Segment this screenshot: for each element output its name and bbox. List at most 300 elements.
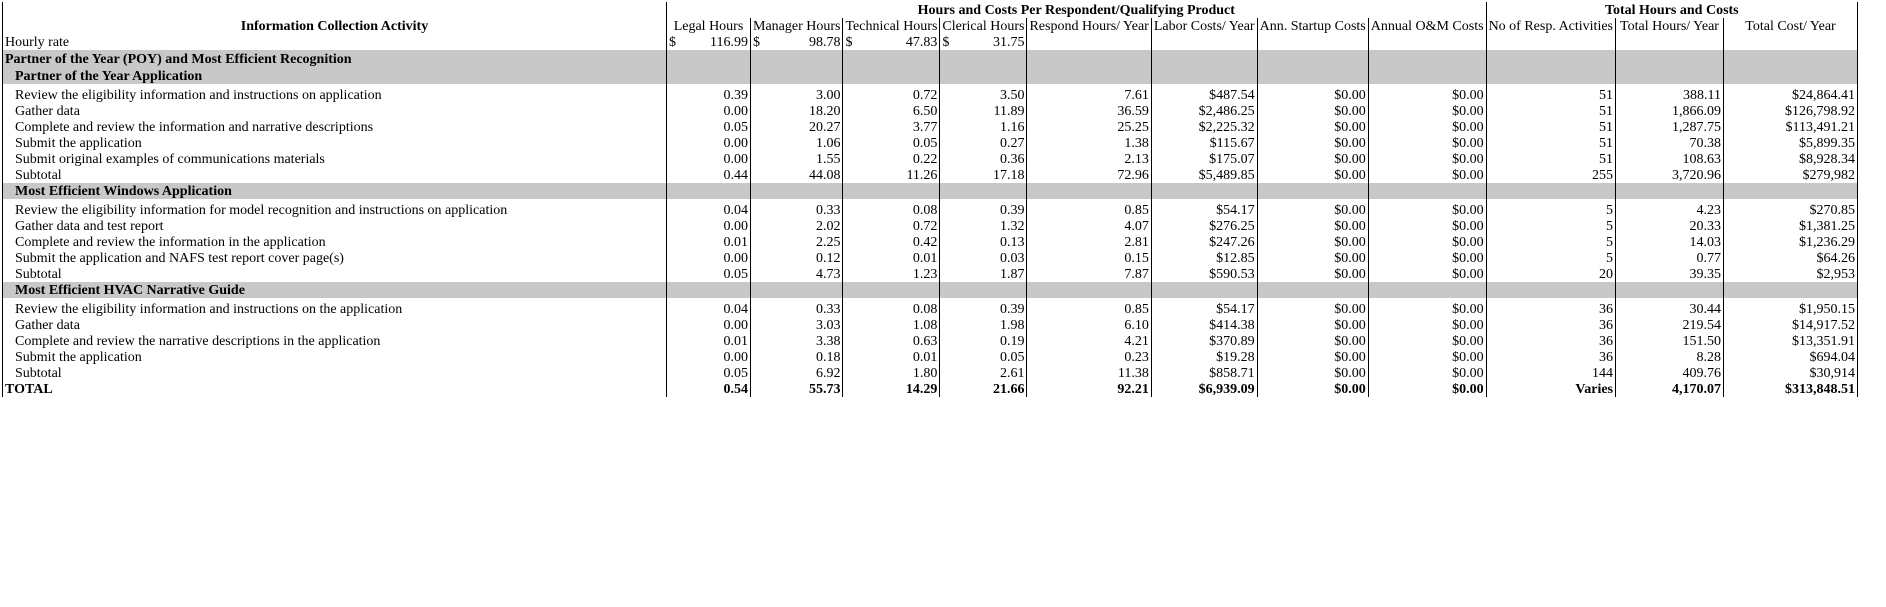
value-cell: $0.00 (1368, 151, 1486, 167)
value-cell: 3.03 (751, 317, 843, 333)
header-total-cost: Total Cost/ Year (1724, 18, 1858, 34)
value-cell: $0.00 (1368, 103, 1486, 119)
value-cell: 1.32 (940, 218, 1027, 234)
value-cell: $0.00 (1368, 333, 1486, 349)
value-cell: 20.33 (1616, 218, 1724, 234)
value-cell: 0.72 (843, 218, 940, 234)
value-cell: 0.36 (940, 151, 1027, 167)
value-cell: 3.38 (751, 333, 843, 349)
header-startup-costs: Ann. Startup Costs (1257, 18, 1368, 34)
value-cell: $13,351.91 (1724, 333, 1858, 349)
value-cell: $0.00 (1257, 218, 1368, 234)
value-cell: $0.00 (1368, 135, 1486, 151)
value-cell: $113,491.21 (1724, 119, 1858, 135)
row-label: Gather data (3, 317, 667, 333)
value-cell: 219.54 (1616, 317, 1724, 333)
header-om-costs: Annual O&M Costs (1368, 18, 1486, 34)
header-totals: Total Hours and Costs (1486, 2, 1857, 18)
band-cell (1151, 50, 1257, 68)
value-cell: 2.13 (1027, 151, 1151, 167)
band-cell (1368, 50, 1486, 68)
band-cell (1616, 183, 1724, 199)
value-cell: 0.01 (843, 250, 940, 266)
band-cell (1257, 50, 1368, 68)
hourly-rate-row (3, 34, 1858, 50)
value-cell: 39.35 (1616, 266, 1724, 282)
value-cell: 0.39 (940, 202, 1027, 218)
value-cell: 0.05 (843, 135, 940, 151)
value-cell: $0.00 (1257, 103, 1368, 119)
value-cell: 0.00 (667, 218, 751, 234)
value-cell: $276.25 (1151, 218, 1257, 234)
value-cell: $0.00 (1368, 301, 1486, 317)
value-cell: $5,899.35 (1724, 135, 1858, 151)
value-cell: $270.85 (1724, 202, 1858, 218)
value-cell: $0.00 (1368, 266, 1486, 282)
group-title: Partner of the Year Application (3, 68, 667, 84)
value-cell: 0.39 (940, 301, 1027, 317)
header-legal-hours: Legal Hours (667, 18, 751, 34)
value-cell: 0.05 (667, 119, 751, 135)
value-cell: 0.54 (667, 381, 751, 397)
value-cell: 0.05 (940, 349, 1027, 365)
band-cell (667, 282, 751, 298)
value-cell: $0.00 (1257, 333, 1368, 349)
value-cell: 0.18 (751, 349, 843, 365)
value-cell: 0.08 (843, 202, 940, 218)
row-label: Complete and review the information and narrative descriptions (3, 119, 667, 135)
value-cell: $1,950.15 (1724, 301, 1858, 317)
table-row (3, 333, 1858, 349)
value-cell: 0.39 (667, 87, 751, 103)
value-cell: 4.73 (751, 266, 843, 282)
value-cell: $0.00 (1368, 167, 1486, 183)
value-cell: $0.00 (1257, 381, 1368, 397)
value-cell: $126,798.92 (1724, 103, 1858, 119)
value-cell: 11.38 (1027, 365, 1151, 381)
value-cell: 3.50 (940, 87, 1027, 103)
table-row (3, 87, 1858, 103)
value-cell: 0.85 (1027, 301, 1151, 317)
band-cell (1616, 50, 1724, 68)
row-label: Subtotal (3, 167, 667, 183)
band-cell (751, 68, 843, 84)
value-cell: 0.23 (1027, 349, 1151, 365)
value-cell: 11.89 (940, 103, 1027, 119)
empty-cell (1257, 34, 1368, 50)
header-blank-cell (3, 2, 667, 18)
band-cell (843, 50, 940, 68)
value-cell: $0.00 (1257, 317, 1368, 333)
value-cell: $64.26 (1724, 250, 1858, 266)
value-cell: 3.77 (843, 119, 940, 135)
band-cell (1368, 282, 1486, 298)
empty-cell (1616, 34, 1724, 50)
value-cell: $1,236.29 (1724, 234, 1858, 250)
value-cell: 1.16 (940, 119, 1027, 135)
value-cell: Varies (1486, 381, 1615, 397)
band-cell (940, 68, 1027, 84)
value-cell: $247.26 (1151, 234, 1257, 250)
value-cell: 2.81 (1027, 234, 1151, 250)
value-cell: 144 (1486, 365, 1615, 381)
value-cell: $858.71 (1151, 365, 1257, 381)
group-title-row (3, 183, 1858, 199)
value-cell: $2,225.32 (1151, 119, 1257, 135)
value-cell: $12.85 (1151, 250, 1257, 266)
value-cell: 20 (1486, 266, 1615, 282)
band-cell (1257, 68, 1368, 84)
band-cell (1151, 68, 1257, 84)
row-label: Subtotal (3, 266, 667, 282)
value-cell: 0.05 (667, 266, 751, 282)
band-cell (1257, 183, 1368, 199)
empty-cell (1368, 34, 1486, 50)
subtotal-row (3, 365, 1858, 381)
value-cell: 2.25 (751, 234, 843, 250)
value-cell: 14.29 (843, 381, 940, 397)
value-cell: 2.02 (751, 218, 843, 234)
value-cell: 0.04 (667, 301, 751, 317)
row-label: Complete and review the narrative descriptions in the application (3, 333, 667, 349)
value-cell: 51 (1486, 119, 1615, 135)
band-cell (1027, 183, 1151, 199)
row-label: Review the eligibility information and instructions on the application (3, 301, 667, 317)
empty-cell (1486, 34, 1615, 50)
table-row (3, 234, 1858, 250)
value-cell: 5 (1486, 234, 1615, 250)
manager-rate: 98.78 (808, 34, 841, 50)
value-cell: $175.07 (1151, 151, 1257, 167)
row-label: Gather data and test report (3, 218, 667, 234)
value-cell: 0.13 (940, 234, 1027, 250)
row-label: TOTAL (3, 381, 667, 397)
band-cell (1616, 68, 1724, 84)
currency-symbol: $ (942, 34, 950, 50)
table-row (3, 103, 1858, 119)
band-cell (1027, 282, 1151, 298)
row-label: Subtotal (3, 365, 667, 381)
value-cell: 0.42 (843, 234, 940, 250)
value-cell: 72.96 (1027, 167, 1151, 183)
value-cell: $0.00 (1257, 250, 1368, 266)
table-row (3, 202, 1858, 218)
value-cell: 0.19 (940, 333, 1027, 349)
value-cell: 0.00 (667, 151, 751, 167)
value-cell: 409.76 (1616, 365, 1724, 381)
value-cell: $0.00 (1257, 135, 1368, 151)
value-cell: $487.54 (1151, 87, 1257, 103)
value-cell: 17.18 (940, 167, 1027, 183)
value-cell: 1.06 (751, 135, 843, 151)
row-label: Review the eligibility information and instructions on application (3, 87, 667, 103)
value-cell: 1,287.75 (1616, 119, 1724, 135)
row-label: Submit original examples of communications materials (3, 151, 667, 167)
empty-cell (1724, 34, 1858, 50)
value-cell: 3,720.96 (1616, 167, 1724, 183)
value-cell: 1.38 (1027, 135, 1151, 151)
value-cell: 388.11 (1616, 87, 1724, 103)
band-cell (1616, 282, 1724, 298)
value-cell: $0.00 (1368, 250, 1486, 266)
value-cell: $0.00 (1368, 218, 1486, 234)
row-label: Review the eligibility information for model recognition and instructions on application (3, 202, 667, 218)
header-respond-hours: Respond Hours/ Year (1027, 18, 1151, 34)
table-row (3, 218, 1858, 234)
value-cell: $0.00 (1368, 119, 1486, 135)
value-cell: 4.07 (1027, 218, 1151, 234)
group-title-row (3, 68, 1858, 84)
band-cell (751, 183, 843, 199)
value-cell: $2,953 (1724, 266, 1858, 282)
table-row (3, 250, 1858, 266)
value-cell: 7.87 (1027, 266, 1151, 282)
group-title: Most Efficient HVAC Narrative Guide (3, 282, 667, 298)
value-cell: 36 (1486, 349, 1615, 365)
value-cell: $0.00 (1257, 365, 1368, 381)
currency-symbol: $ (669, 34, 676, 50)
table-row (3, 151, 1858, 167)
value-cell: 0.00 (667, 250, 751, 266)
header-group-row (3, 2, 1858, 18)
value-cell: $14,917.52 (1724, 317, 1858, 333)
header-clerical-hours: Clerical Hours (940, 18, 1027, 34)
value-cell: $279,982 (1724, 167, 1858, 183)
value-cell: 1.98 (940, 317, 1027, 333)
band-cell (1257, 282, 1368, 298)
value-cell: $370.89 (1151, 333, 1257, 349)
value-cell: 0.85 (1027, 202, 1151, 218)
value-cell: 5 (1486, 250, 1615, 266)
value-cell: $590.53 (1151, 266, 1257, 282)
band-cell (667, 183, 751, 199)
value-cell: $0.00 (1368, 317, 1486, 333)
value-cell: $0.00 (1368, 365, 1486, 381)
row-label: Submit the application (3, 349, 667, 365)
value-cell: $0.00 (1257, 167, 1368, 183)
value-cell: $0.00 (1257, 301, 1368, 317)
header-activity: Information Collection Activity (3, 18, 667, 34)
value-cell: 6.50 (843, 103, 940, 119)
currency-symbol: $ (845, 34, 853, 50)
value-cell: 255 (1486, 167, 1615, 183)
value-cell: 0.00 (667, 349, 751, 365)
band-cell (667, 68, 751, 84)
value-cell: $0.00 (1368, 234, 1486, 250)
value-cell: $30,914 (1724, 365, 1858, 381)
value-cell: 8.28 (1616, 349, 1724, 365)
value-cell: 4.21 (1027, 333, 1151, 349)
band-cell (667, 50, 751, 68)
value-cell: 0.01 (843, 349, 940, 365)
manager-rate-cell (751, 34, 843, 50)
value-cell: 0.77 (1616, 250, 1724, 266)
value-cell: 1.55 (751, 151, 843, 167)
value-cell: $54.17 (1151, 301, 1257, 317)
value-cell: 7.61 (1027, 87, 1151, 103)
value-cell: $0.00 (1257, 151, 1368, 167)
value-cell: $0.00 (1257, 202, 1368, 218)
value-cell: 0.01 (667, 333, 751, 349)
header-columns-row (3, 18, 1858, 34)
header-technical-hours: Technical Hours (843, 18, 940, 34)
value-cell: 1.87 (940, 266, 1027, 282)
value-cell: $115.67 (1151, 135, 1257, 151)
value-cell: 2.61 (940, 365, 1027, 381)
value-cell: 92.21 (1027, 381, 1151, 397)
band-cell (1486, 68, 1615, 84)
row-label: Complete and review the information in the application (3, 234, 667, 250)
band-cell (1368, 183, 1486, 199)
value-cell: 21.66 (940, 381, 1027, 397)
value-cell: 20.27 (751, 119, 843, 135)
value-cell: 0.01 (667, 234, 751, 250)
total-row (3, 381, 1858, 397)
value-cell: $0.00 (1257, 119, 1368, 135)
band-cell (1724, 50, 1858, 68)
band-cell (940, 50, 1027, 68)
value-cell: 108.63 (1616, 151, 1724, 167)
value-cell: 30.44 (1616, 301, 1724, 317)
value-cell: 0.12 (751, 250, 843, 266)
value-cell: $24,864.41 (1724, 87, 1858, 103)
value-cell: 0.00 (667, 317, 751, 333)
value-cell: $0.00 (1257, 349, 1368, 365)
subtotal-row (3, 266, 1858, 282)
value-cell: 0.05 (667, 365, 751, 381)
value-cell: 3.00 (751, 87, 843, 103)
value-cell: 18.20 (751, 103, 843, 119)
value-cell: $0.00 (1368, 87, 1486, 103)
table-row (3, 135, 1858, 151)
value-cell: 6.10 (1027, 317, 1151, 333)
row-label: Submit the application (3, 135, 667, 151)
legal-rate-cell (667, 34, 751, 50)
value-cell: $8,928.34 (1724, 151, 1858, 167)
value-cell: 11.26 (843, 167, 940, 183)
table-row (3, 119, 1858, 135)
subtotal-row (3, 167, 1858, 183)
value-cell: $54.17 (1151, 202, 1257, 218)
value-cell: 4,170.07 (1616, 381, 1724, 397)
value-cell: $0.00 (1257, 266, 1368, 282)
value-cell: 51 (1486, 151, 1615, 167)
currency-symbol: $ (753, 34, 760, 50)
value-cell: 5 (1486, 202, 1615, 218)
value-cell: $19.28 (1151, 349, 1257, 365)
value-cell: 14.03 (1616, 234, 1724, 250)
band-cell (751, 50, 843, 68)
table-row (3, 349, 1858, 365)
value-cell: 0.33 (751, 202, 843, 218)
value-cell: 0.22 (843, 151, 940, 167)
value-cell: 4.23 (1616, 202, 1724, 218)
value-cell: 51 (1486, 135, 1615, 151)
value-cell: 51 (1486, 103, 1615, 119)
band-cell (1724, 183, 1858, 199)
empty-cell (1027, 34, 1151, 50)
group-title-row (3, 282, 1858, 298)
value-cell: $2,486.25 (1151, 103, 1257, 119)
clerical-rate-cell (940, 34, 1027, 50)
band-cell (1486, 50, 1615, 68)
band-cell (1151, 183, 1257, 199)
section-title-row (3, 50, 1858, 68)
empty-cell (1151, 34, 1257, 50)
band-cell (940, 183, 1027, 199)
value-cell: $0.00 (1257, 87, 1368, 103)
value-cell: 0.72 (843, 87, 940, 103)
value-cell: 55.73 (751, 381, 843, 397)
clerical-rate: 31.75 (992, 34, 1025, 50)
value-cell: 0.27 (940, 135, 1027, 151)
value-cell: 44.08 (751, 167, 843, 183)
technical-rate: 47.83 (905, 34, 938, 50)
band-cell (1724, 68, 1858, 84)
band-cell (1486, 282, 1615, 298)
value-cell: $414.38 (1151, 317, 1257, 333)
header-manager-hours: Manager Hours (751, 18, 843, 34)
band-cell (843, 183, 940, 199)
value-cell: $313,848.51 (1724, 381, 1858, 397)
value-cell: 0.08 (843, 301, 940, 317)
value-cell: 36 (1486, 333, 1615, 349)
value-cell: $0.00 (1368, 381, 1486, 397)
band-cell (1027, 50, 1151, 68)
value-cell: 0.63 (843, 333, 940, 349)
value-cell: $6,939.09 (1151, 381, 1257, 397)
value-cell: 5 (1486, 218, 1615, 234)
value-cell: $0.00 (1257, 234, 1368, 250)
table-row (3, 317, 1858, 333)
value-cell: 0.33 (751, 301, 843, 317)
band-cell (1368, 68, 1486, 84)
value-cell: 0.00 (667, 103, 751, 119)
section-title: Partner of the Year (POY) and Most Efficient Recognition (3, 50, 667, 68)
value-cell: 36.59 (1027, 103, 1151, 119)
row-label: Submit the application and NAFS test report cover page(s) (3, 250, 667, 266)
band-cell (751, 282, 843, 298)
value-cell: 36 (1486, 317, 1615, 333)
legal-rate: 116.99 (710, 34, 748, 50)
header-per-respondent: Hours and Costs Per Respondent/Qualifying Product (667, 2, 1487, 18)
group-title: Most Efficient Windows Application (3, 183, 667, 199)
hourly-rate-label: Hourly rate (3, 34, 667, 50)
value-cell: 36 (1486, 301, 1615, 317)
value-cell: 1.80 (843, 365, 940, 381)
table-row (3, 301, 1858, 317)
value-cell: 0.03 (940, 250, 1027, 266)
value-cell: $1,381.25 (1724, 218, 1858, 234)
value-cell: 1.08 (843, 317, 940, 333)
band-cell (843, 282, 940, 298)
value-cell: 1,866.09 (1616, 103, 1724, 119)
value-cell: $694.04 (1724, 349, 1858, 365)
value-cell: 0.44 (667, 167, 751, 183)
header-labor-costs: Labor Costs/ Year (1151, 18, 1257, 34)
band-cell (1027, 68, 1151, 84)
hours-and-costs-table (2, 2, 1858, 397)
value-cell: 151.50 (1616, 333, 1724, 349)
value-cell: 70.38 (1616, 135, 1724, 151)
value-cell: 6.92 (751, 365, 843, 381)
band-cell (843, 68, 940, 84)
band-cell (940, 282, 1027, 298)
row-label: Gather data (3, 103, 667, 119)
value-cell: 51 (1486, 87, 1615, 103)
value-cell: 25.25 (1027, 119, 1151, 135)
header-num-activities: No of Resp. Activities (1486, 18, 1615, 34)
